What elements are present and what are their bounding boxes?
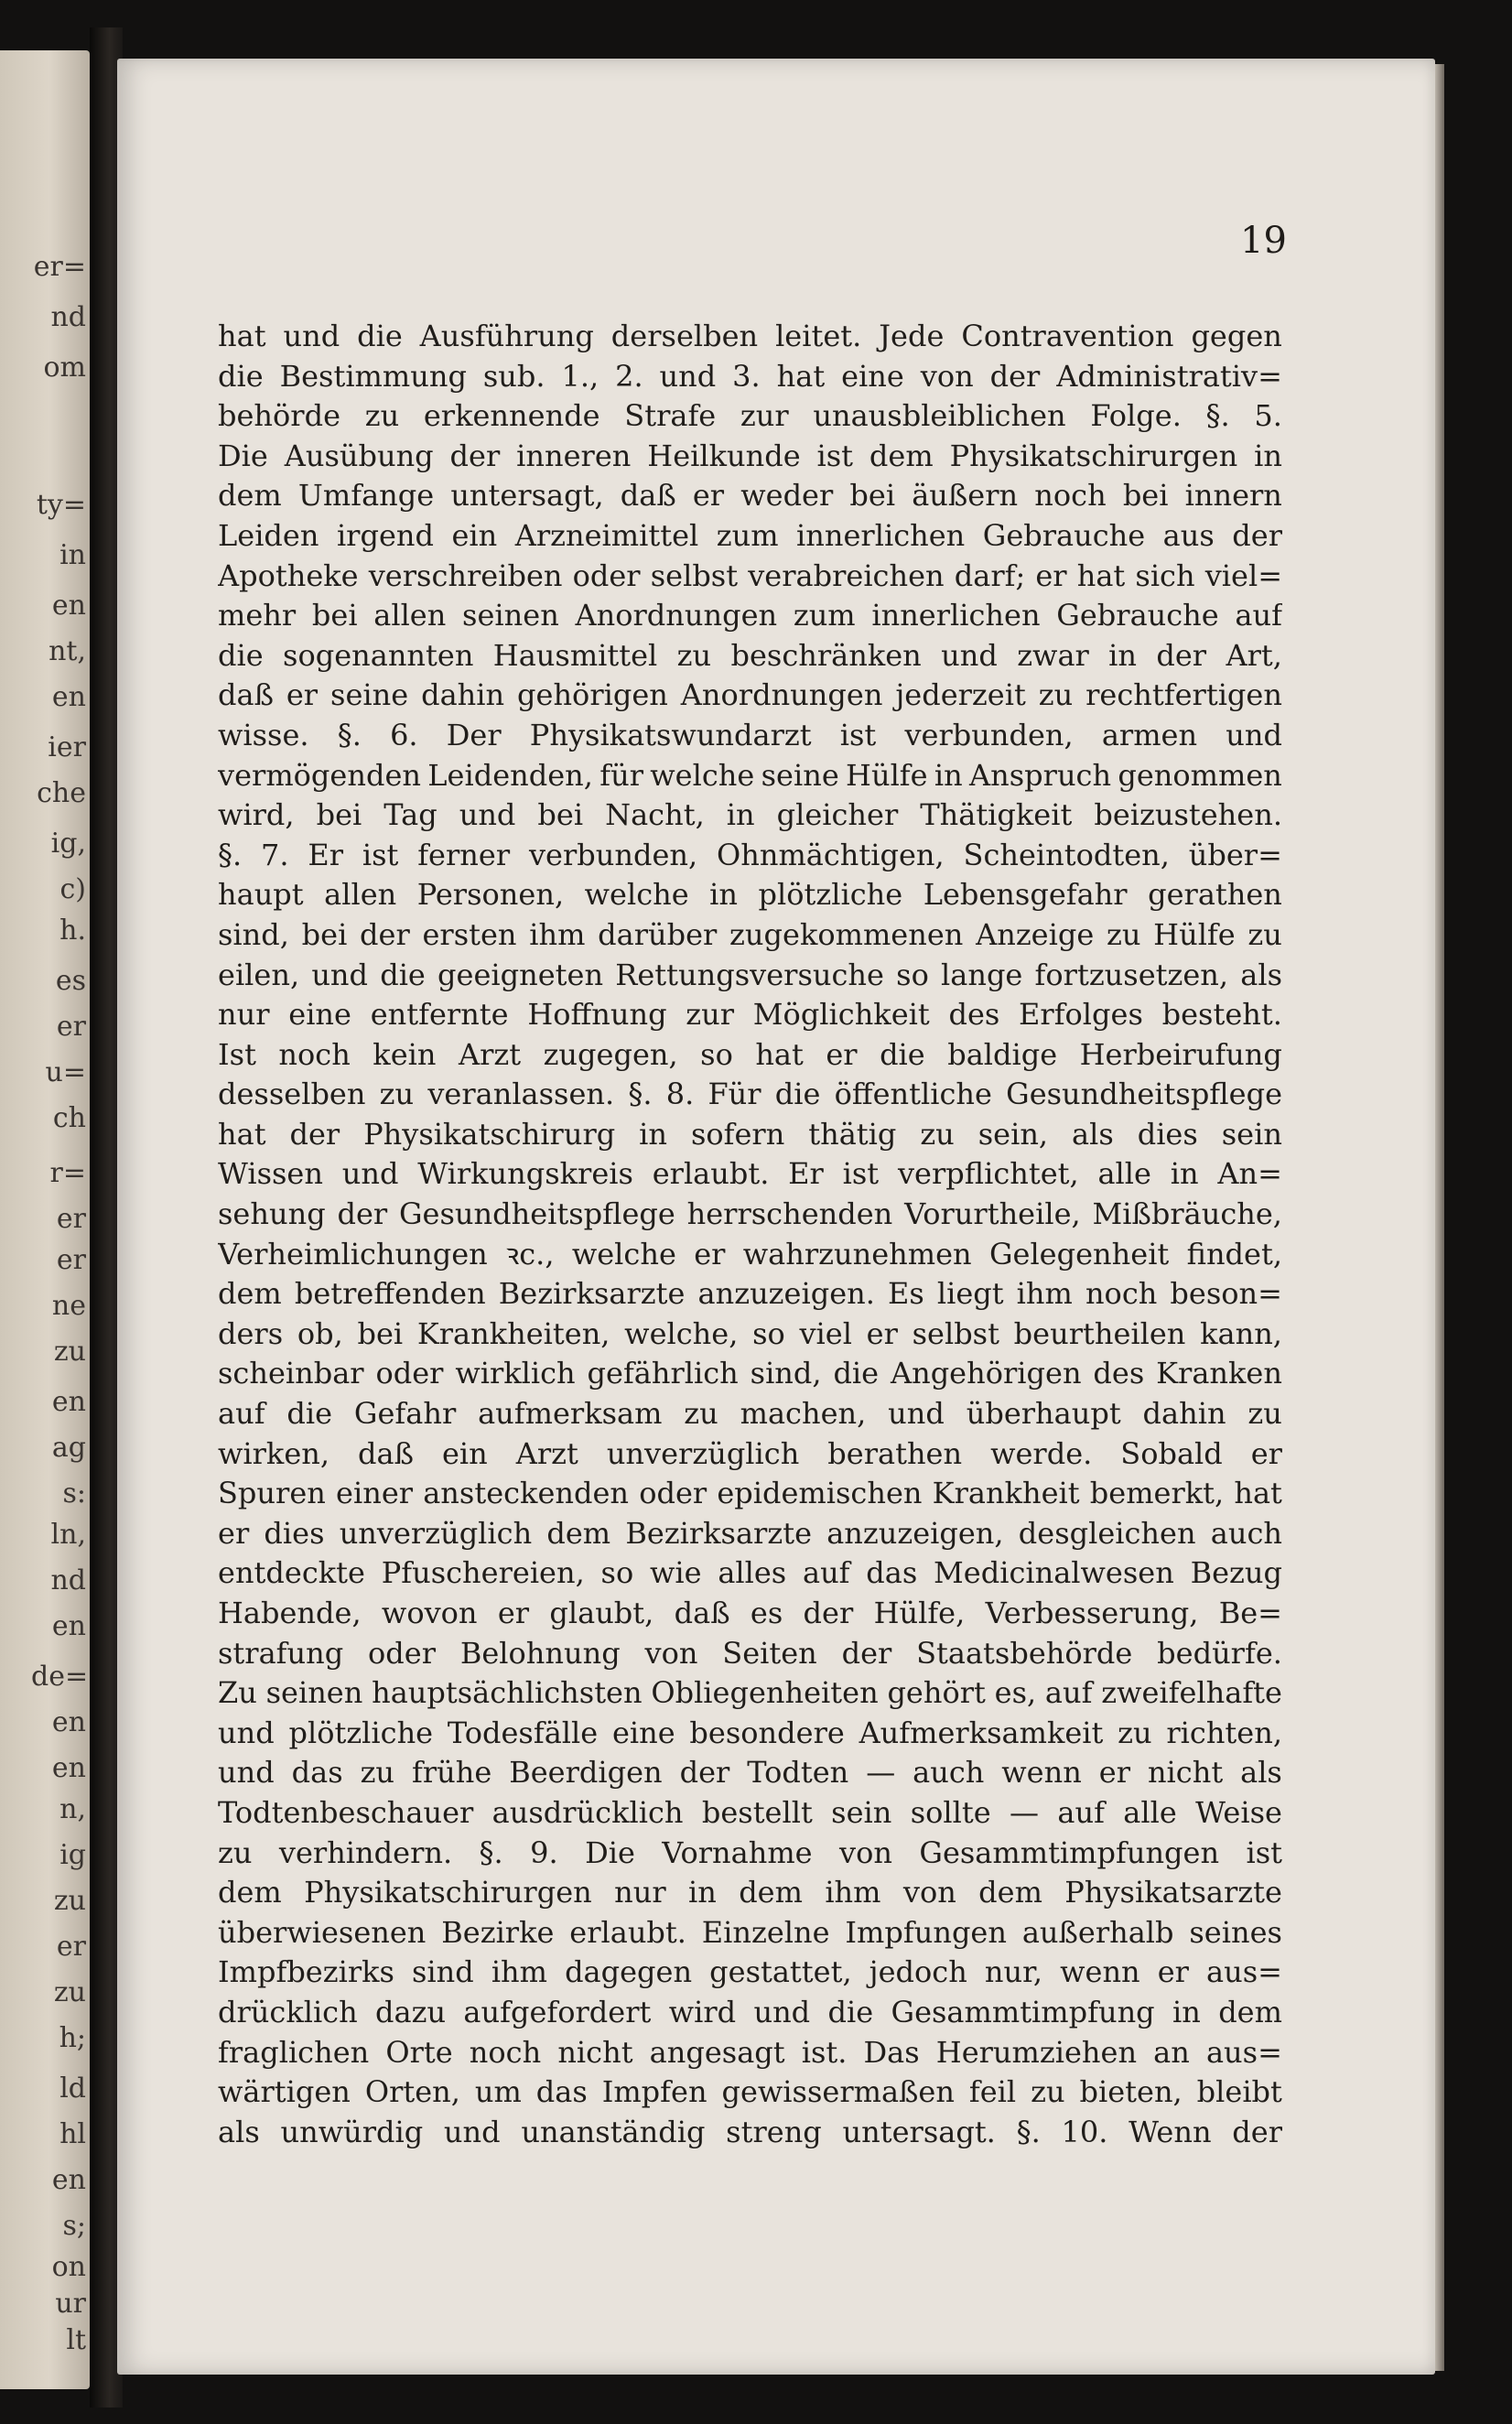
left-page-fragment: ig [59,1839,86,1871]
text-line: Ist noch kein Arzt zugegen, so hat er die baldige Herbeirufung [218,1036,1282,1072]
text-line: Todtenbeschauer ausdrücklich bestellt sein sollte — auf alle Weise [218,1794,1282,1830]
text-line: dem betreffenden Bezirksarzte anzuzeigen. Es liegt ihm noch beson= [218,1276,1282,1312]
text-line: Die Ausübung der inneren Heilkunde ist dem Physikatschirurgen in [218,438,1282,473]
left-page-fragment: ne [51,1290,86,1322]
left-page-fragment: en [51,1752,86,1784]
left-page-edge [0,50,90,2389]
left-page-fragment: en [51,681,86,713]
text-line: Impfbezirks sind ihm dagegen gestattet, jedoch nur, wenn er aus= [218,1954,1282,1990]
left-page-fragment: c) [59,873,86,905]
page-edge [1435,64,1444,2371]
text-line: er dies unverzüglich dem Bezirksarzte anzuzeigen, desgleichen auch [218,1515,1282,1551]
text-line: ders ob, bei Krankheiten, welche, so viel er selbst beurtheilen kann, [218,1315,1282,1351]
text-line: §. 7. Er ist ferner verbunden, Ohnmächtigen, Scheintodten, über= [218,837,1282,872]
left-page-fragment: ag [51,1432,86,1464]
text-line: vermögenden Leidenden, für welche seine Hülfe in Anspruch genommen [218,757,1282,793]
left-page-fragment: on [51,2251,86,2283]
text-line: als unwürdig und unanständig streng untersagt. §. 10. Wenn der [218,2114,1282,2149]
left-page-fragment: en [51,2164,86,2196]
left-page-fragment: ld [59,2072,86,2105]
text-line: daß er seine dahin gehörigen Anordnungen jederzeit zu rechtfertigen [218,677,1282,713]
left-page-fragment: hl [59,2118,86,2150]
left-page-fragment: ty= [36,489,86,521]
text-line: zu verhindern. §. 9. Die Vornahme von Gesammtimpfungen ist [218,1834,1282,1870]
left-page-fragment: lt [66,2324,86,2356]
left-page-fragment: er [56,1011,86,1043]
left-page-fragment: en [51,590,86,622]
text-line: fraglichen Orte noch nicht angesagt ist. Das Herumziehen an aus= [218,2034,1282,2070]
text-line: Habende, wovon er glaubt, daß es der Hülfe, Verbesserung, Be= [218,1596,1282,1630]
left-page-fragment: er [56,1931,86,1963]
text-line: Wissen und Wirkungskreis erlaubt. Er ist verpflichtet, alle in An= [218,1156,1282,1192]
left-page-fragment: zu [53,1336,86,1368]
page-number: 19 [1240,220,1287,262]
text-line: hat und die Ausführung derselben leitet. Jede Contravention gegen [218,319,1282,353]
text-line: wärtigen Orten, um das Impfen gewissermaßen feil zu bieten, bleibt [218,2074,1282,2110]
left-page-fragment: en [51,1706,86,1738]
text-line: die Bestimmung sub. 1., 2. und 3. hat eine von der Administrativ= [218,358,1282,394]
left-page-fragment: h. [59,914,86,947]
left-page-fragment: in [59,539,86,571]
text-line: Spuren einer ansteckenden oder epidemischen Krankheit bemerkt, hat [218,1476,1282,1511]
text-line: behörde zu erkennende Strafe zur unausbleiblichen Folge. §. 5. [218,398,1282,434]
left-page-fragment: h; [59,2022,86,2054]
text-line: und plötzliche Todesfälle eine besondere Aufmerksamkeit zu richten, [218,1715,1282,1750]
text-line: überwiesenen Bezirke erlaubt. Einzelne Impfungen außerhalb seines [218,1914,1282,1950]
left-page-fragment: nt, [49,635,86,667]
text-line: entdeckte Pfuschereien, so wie alles auf das Medicinalwesen Bezug [218,1555,1282,1591]
left-page-fragment: ch [52,1102,86,1134]
left-page-fragment: r= [49,1157,86,1189]
left-page-fragment: er= [33,251,86,283]
text-line: eilen, und die geeigneten Rettungsversuche so lange fortzusetzen, als [218,957,1282,992]
text-line: mehr bei allen seinen Anordnungen zum innerlichen Gebrauche auf [218,598,1282,633]
left-page-fragment: er [56,1244,86,1276]
text-line: die sogenannten Hausmittel zu beschränken und zwar in der Art, [218,637,1282,673]
text-line: desselben zu veranlassen. §. 8. Für die öffentliche Gesundheitspflege [218,1077,1282,1112]
text-line: drücklich dazu aufgefordert wird und die Gesammtimpfung in dem [218,1994,1282,2029]
text-line: wisse. §. 6. Der Physikatswundarzt ist verbunden, armen und [218,717,1282,752]
left-page-fragment: s: [62,1477,86,1510]
left-page-fragment: s; [62,2210,86,2242]
text-line: Leiden irgend ein Arzneimittel zum innerlichen Gebrauche aus der [218,517,1282,553]
text-line: hat der Physikatschirurg in sofern thätig zu sein, als dies sein [218,1116,1282,1152]
text-line: und das zu frühe Beerdigen der Todten — auch wenn er nicht als [218,1755,1282,1791]
text-line: haupt allen Personen, welche in plötzliche Lebensgefahr gerathen [218,877,1282,913]
text-line: Verheimlichungen ꝛc., welche er wahrzunehmen Gelegenheit findet, [218,1236,1282,1272]
body-text [218,317,1282,2152]
left-page-fragment: ier [48,731,86,763]
text-line: Zu seinen hauptsächlichsten Obliegenheiten gehört es, auf zweifelhafte [218,1675,1282,1711]
left-page-fragment: om [43,352,86,384]
left-page-fragment: er [56,1203,86,1235]
left-page-fragment: n, [59,1793,86,1825]
text-line: scheinbar oder wirklich gefährlich sind, die Angehörigen des Kranken [218,1356,1282,1391]
text-line: dem Physikatschirurgen nur in dem ihm von dem Physikatsarzte [218,1875,1282,1910]
left-page-fragment: u= [45,1056,86,1088]
left-page-fragment: zu [53,1885,86,1917]
text-line: sind, bei der ersten ihm darüber zugekommenen Anzeige zu Hülfe zu [218,916,1282,952]
text-line: Apotheke verschreiben oder selbst verabreichen darf; er hat sich viel= [218,557,1282,593]
left-page-fragment: ln, [50,1519,86,1551]
left-page-fragment: ig, [50,828,86,860]
left-page-fragment: de= [31,1661,89,1693]
text-line: nur eine entfernte Hoffnung zur Möglichkeit des Erfolges besteht. [218,997,1282,1033]
text-line: sehung der Gesundheitspflege herrschenden Vorurtheile, Mißbräuche, [218,1196,1282,1232]
text-line: wird, bei Tag und bei Nacht, in gleicher Thätigkeit beizustehen. [218,797,1282,833]
left-page-fragment: en [51,1610,86,1642]
left-page-fragment: nd [50,1564,86,1596]
text-line: auf die Gefahr aufmerksam zu machen, und überhaupt dahin zu [218,1396,1282,1432]
left-page-fragment: nd [50,301,86,333]
left-page-fragment: che [37,777,86,809]
text-line: strafung oder Belohnung von Seiten der Staatsbehörde bedürfe. [218,1635,1282,1671]
left-page-fragment: es [55,965,86,997]
text-line: wirken, daß ein Arzt unverzüglich berathen werde. Sobald er [218,1435,1282,1471]
left-page-fragment: zu [53,1976,86,2008]
left-page-fragment: en [51,1386,86,1418]
left-page-fragment: ur [55,2288,86,2320]
text-line: dem Umfange untersagt, daß er weder bei äußern noch bei innern [218,478,1282,514]
